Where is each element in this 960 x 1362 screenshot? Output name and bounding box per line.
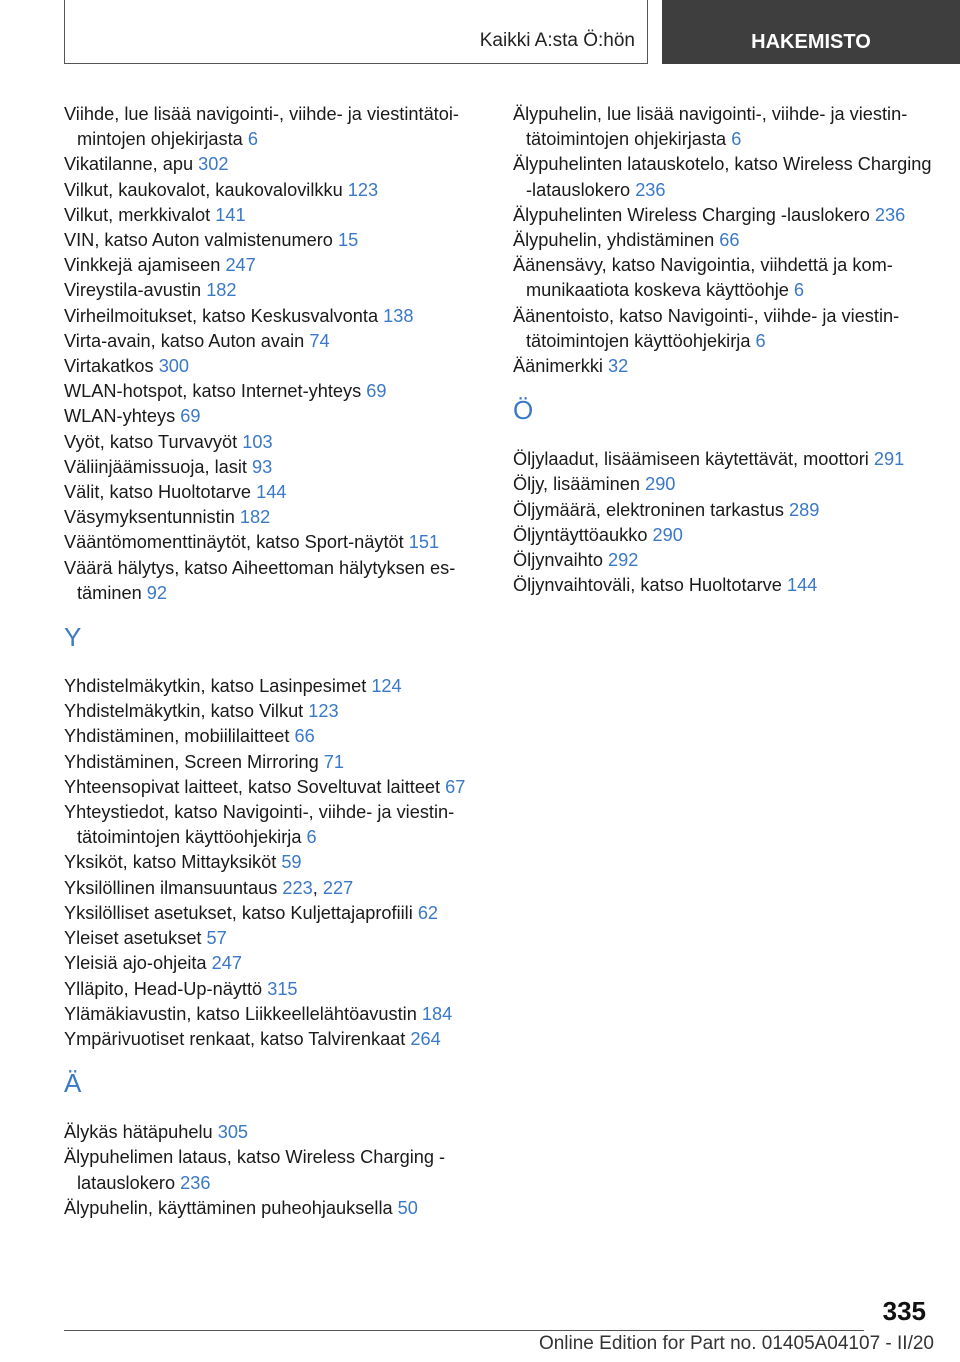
index-page-link[interactable]: 141	[215, 204, 246, 225]
index-entry-text: Öljylaadut, lisäämiseen käytettävät, moottori	[513, 449, 874, 470]
index-entry-text: Äänimerkki	[513, 356, 609, 377]
index-entry-text: Yksilöllinen ilmansuuntaus	[64, 877, 283, 898]
index-entry-text: Yksilölliset asetukset, katso Kuljettajaprofiili	[64, 902, 418, 923]
index-entry-text: VIN, katso Auton valmistenumero	[64, 230, 338, 251]
index-entry-text: Yhdistäminen, Screen Mirroring	[64, 751, 324, 772]
index-page-link[interactable]: 69	[366, 381, 387, 402]
index-entry	[64, 1196, 484, 1221]
index-entry	[64, 800, 484, 850]
index-entry-text: Viihde, lue lisää navigointi-, viihde- ja viestintätoimintojen ohjekirjasta	[64, 104, 459, 150]
index-page-link[interactable]: 315	[267, 978, 298, 999]
index-entry-text: Älypuhelimen lataus, katso Wireless Charging -latauslokero	[64, 1147, 446, 1193]
index-entry	[64, 556, 484, 606]
index-page-link[interactable]: 236	[180, 1172, 211, 1193]
index-page-link[interactable]: 74	[309, 330, 330, 351]
index-page-link[interactable]: 93	[252, 456, 273, 477]
index-entry	[64, 674, 484, 699]
index-page-link[interactable]: 302	[198, 154, 229, 175]
index-entry-text: Väärä hälytys, katso Aiheettoman hälytyksen estäminen	[64, 557, 456, 603]
index-entry	[64, 699, 484, 724]
index-page-link[interactable]: 247	[211, 953, 242, 974]
index-entry	[513, 447, 933, 472]
index-page-link[interactable]: 32	[608, 356, 629, 377]
index-entry	[64, 480, 484, 505]
index-page-link[interactable]: 292	[608, 550, 639, 571]
index-entry-text: Väliinjäämissuoja, lasit	[64, 456, 253, 477]
index-entry-text: Älypuhelin, lue lisää navigointi-, viihde- ja viestintätoimintojen ohjekirjasta	[513, 104, 908, 150]
index-entry-text: Älypuhelin, yhdistäminen	[513, 230, 720, 251]
index-entry	[513, 102, 933, 152]
index-entry	[64, 505, 484, 530]
index-page-link[interactable]: 227	[322, 877, 354, 898]
index-page-link[interactable]: 66	[294, 726, 315, 747]
index-letter-heading: Y	[64, 622, 82, 653]
index-entry-text: Vääntömomenttinäytöt, katso Sport-näytöt	[64, 532, 409, 553]
index-page-separator: ,	[312, 877, 323, 898]
index-entry-text: Yksiköt, katso Mittayksiköt	[64, 852, 282, 873]
index-entry	[64, 901, 484, 926]
index-column-right	[513, 102, 933, 598]
index-entry-text: Yleisiä ajo-ohjeita	[64, 953, 212, 974]
index-page-link[interactable]: 151	[408, 532, 440, 553]
index-entry-text: Virheilmoitukset, katso Keskusvalvonta	[64, 305, 384, 326]
index-page-link[interactable]: 6	[306, 827, 317, 848]
index-page-link[interactable]: 290	[652, 524, 683, 545]
index-entry	[64, 530, 484, 555]
index-letter-heading: Ö	[513, 395, 534, 426]
index-page-link[interactable]: 223	[282, 877, 313, 898]
index-entry-text: Välit, katso Huoltotarve	[64, 482, 257, 503]
header-tab-label: HAKEMISTO	[751, 31, 871, 53]
index-page-link[interactable]: 291	[873, 449, 905, 470]
index-entry	[64, 152, 484, 177]
index-page-link[interactable]: 123	[347, 179, 379, 200]
index-entry-text: Öljy, lisääminen	[513, 474, 646, 495]
index-page-link[interactable]: 300	[158, 356, 190, 377]
index-entry	[64, 455, 484, 480]
footer-edition: Online Edition for Part no. 01405A04107 - II/20	[538, 1333, 934, 1354]
index-page-link[interactable]: 123	[308, 701, 339, 722]
index-entry	[513, 472, 933, 497]
index-entry	[64, 850, 484, 875]
index-entry-text: Vilkut, merkkivalot	[64, 204, 216, 225]
index-entry-text: Virtakatkos	[64, 356, 159, 377]
index-entry	[64, 278, 484, 303]
index-entry-text: Vireystila-avustin	[64, 280, 207, 301]
header-tab-index[interactable]	[662, 0, 960, 64]
index-entry	[64, 329, 484, 354]
index-page-link[interactable]: 69	[180, 406, 201, 427]
index-page-link[interactable]: 182	[239, 507, 271, 528]
index-page-link[interactable]: 6	[793, 280, 805, 301]
header-section-title: Kaikki A:sta Ö:hön	[479, 30, 635, 51]
index-entry	[64, 876, 484, 901]
index-entry	[64, 926, 484, 951]
index-page-link[interactable]: 92	[146, 582, 167, 603]
index-entry-text: Vilkut, kaukovalot, kaukovalovilkku	[64, 179, 348, 200]
index-page-link[interactable]: 182	[206, 280, 237, 301]
index-entry-text: Älykäs hätäpuhelu	[64, 1122, 218, 1143]
index-entry	[513, 253, 933, 303]
index-entry	[513, 573, 933, 598]
index-entry-text: Öljyntäyttöaukko	[513, 524, 653, 545]
index-entry-text: Öljynvaihtoväli, katso Huoltotarve	[513, 575, 787, 596]
index-entry	[64, 253, 484, 278]
index-entry	[513, 152, 933, 202]
index-entry-text: Vikatilanne, apu	[64, 154, 199, 175]
index-entry	[64, 203, 484, 228]
index-page-link[interactable]: 6	[755, 330, 766, 351]
index-page-link[interactable]: 103	[242, 431, 273, 452]
index-page-link[interactable]: 62	[417, 902, 439, 923]
index-entry-text: Öljymäärä, elektroninen tarkastus	[513, 499, 789, 520]
index-entry	[64, 977, 484, 1002]
index-page-link[interactable]: 144	[786, 575, 818, 596]
index-page-link[interactable]: 67	[445, 776, 466, 797]
index-entry	[513, 523, 933, 548]
index-entry	[513, 304, 933, 354]
index-entry-text: Älypuhelinten latauskotelo, katso Wireless Charging -latauslokero	[513, 154, 932, 200]
index-page-link[interactable]: 15	[337, 230, 359, 251]
index-letter-heading: Ä	[64, 1068, 82, 1099]
header-frame	[64, 0, 648, 64]
index-entry-text: Väsymyksentunnistin	[64, 507, 240, 528]
index-entry	[64, 228, 484, 253]
index-page-link[interactable]: 124	[371, 676, 402, 697]
index-entry	[64, 304, 484, 329]
index-column-left	[64, 102, 484, 1221]
index-entry-text: Vyöt, katso Turvavyöt	[64, 431, 243, 452]
index-entry	[513, 203, 933, 228]
index-entry	[64, 750, 484, 775]
index-page-link[interactable]: 138	[383, 305, 414, 326]
index-entry	[64, 404, 484, 429]
index-entry-text: Yleiset asetukset	[64, 928, 207, 949]
index-page-link[interactable]: 247	[225, 255, 256, 276]
index-entry	[64, 379, 484, 404]
index-entry	[64, 951, 484, 976]
page-number: 335	[882, 1296, 926, 1326]
index-entry	[64, 1027, 484, 1052]
index-entry	[64, 1145, 484, 1195]
index-entry-text: Vinkkejä ajamiseen	[64, 255, 226, 276]
footer-divider	[64, 1330, 864, 1331]
index-entry-text: Äänensävy, katso Navigointia, viihdettä ja kommunikaatiota koskeva käyttöohje	[513, 255, 893, 301]
index-page-link[interactable]: 184	[421, 1003, 453, 1024]
index-entry	[64, 178, 484, 203]
index-entry-text: Ylämäkiavustin, katso Liikkeellelähtöavustin	[64, 1003, 422, 1024]
index-entry	[513, 228, 933, 253]
index-entry-text: Ylläpito, Head-Up-näyttö	[64, 978, 268, 999]
index-page-link[interactable]: 6	[731, 129, 742, 150]
index-entry-text: Äänentoisto, katso Navigointi-, viihde- ja viestintätoimintojen käyttöohjekirja	[513, 305, 900, 351]
index-entry	[513, 548, 933, 573]
index-page-link[interactable]: 290	[645, 474, 676, 495]
index-entry-text: Älypuhelinten Wireless Charging -lauslokero	[513, 204, 875, 225]
index-entry-text: WLAN-yhteys	[64, 406, 181, 427]
index-entry-text: Yhdistäminen, mobiililaitteet	[64, 726, 295, 747]
index-entry-text: Ympärivuotiset renkaat, katso Talvirenkaat	[64, 1028, 411, 1049]
index-entry	[64, 775, 484, 800]
index-entry-text: Yhteystiedot, katso Navigointi-, viihde- ja viestintätoimintojen käyttöohjekirja	[64, 802, 455, 848]
index-entry-text: Yhdistelmäkytkin, katso Lasinpesimet	[64, 676, 372, 697]
index-entry	[64, 724, 484, 749]
index-page-link[interactable]: 236	[874, 204, 906, 225]
index-entry	[64, 354, 484, 379]
index-entry	[513, 498, 933, 523]
index-page-link[interactable]: 144	[256, 482, 287, 503]
index-page-link[interactable]: 305	[217, 1122, 249, 1143]
index-page-link[interactable]: 289	[788, 499, 820, 520]
index-page-link[interactable]: 66	[719, 230, 740, 251]
index-entry-text: Yhteensopivat laitteet, katso Soveltuvat laitteet	[64, 776, 446, 797]
index-page-link[interactable]: 264	[410, 1028, 441, 1049]
index-entry-text: Yhdistelmäkytkin, katso Vilkut	[64, 701, 309, 722]
index-entry-text: Virta-avain, katso Auton avain	[64, 330, 310, 351]
index-page-link[interactable]: 57	[206, 928, 227, 949]
index-entry-text: Öljynvaihto	[513, 550, 609, 571]
index-entry	[64, 1002, 484, 1027]
index-page-link[interactable]: 6	[247, 129, 258, 150]
index-entry-text: WLAN-hotspot, katso Internet-yhteys	[64, 381, 367, 402]
index-entry-text: Älypuhelin, käyttäminen puheohjauksella	[64, 1197, 398, 1218]
index-entry	[513, 354, 933, 379]
index-page-link[interactable]: 236	[635, 179, 666, 200]
index-entry	[64, 1120, 484, 1145]
index-page-link[interactable]: 50	[397, 1197, 418, 1218]
index-page-link[interactable]: 71	[323, 751, 345, 772]
index-entry	[64, 430, 484, 455]
index-entry	[64, 102, 484, 152]
index-page-link[interactable]: 59	[281, 852, 302, 873]
